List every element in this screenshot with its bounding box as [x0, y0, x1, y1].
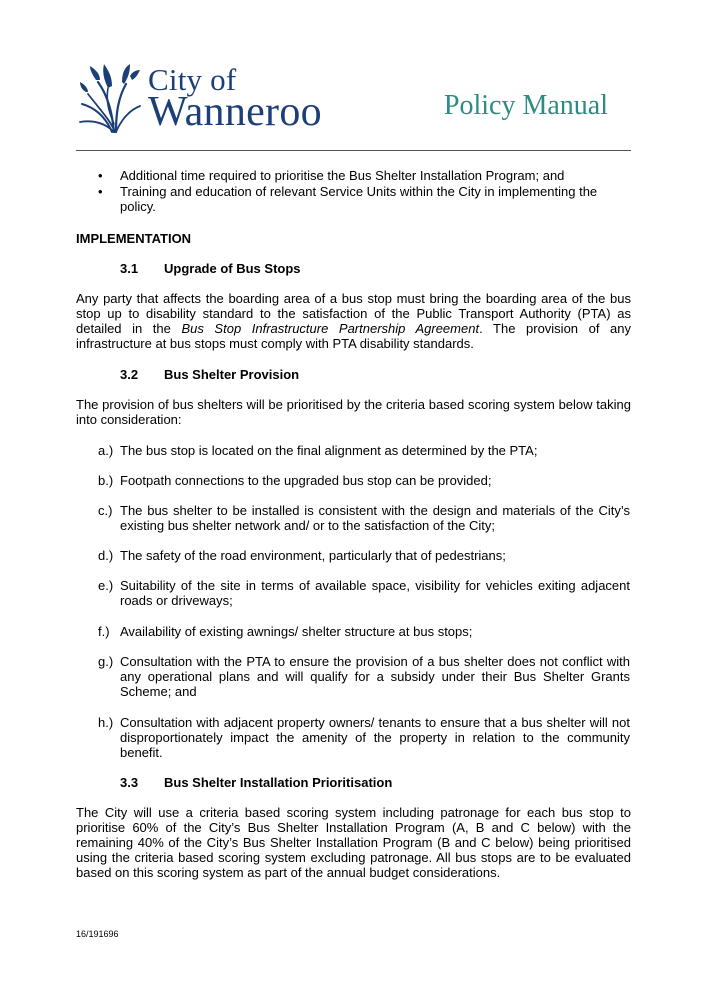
section-title: Bus Shelter Provision — [164, 367, 300, 382]
criteria-item: The bus stop is located on the final alignment as determined by the PTA; — [120, 443, 538, 458]
section-heading-implementation: IMPLEMENTATION — [76, 231, 192, 246]
document-reference: 16/191696 — [76, 929, 119, 939]
criteria-label: b.) — [98, 473, 114, 488]
section-paragraph — [76, 291, 631, 351]
criteria-label: e.) — [98, 578, 114, 593]
section-paragraph: The City will use a criteria based scoring system including patronage for each bus stop to prioritise 60% of the City’s Bus Shelter Installation Program (A, B and C below) with the remaining 40% of the City’s Bus Shelter Installation Program (B and C below) being prioritised using the criteria based scoring system excluding patronage. All bus stops are to be evaluated based on this scoring system as part of the annual budget considerations. — [76, 805, 631, 880]
section-paragraph: The provision of bus shelters will be prioritised by the criteria based scoring system below taking into consideration: — [76, 397, 631, 427]
criteria-item: The safety of the road environment, particularly that of pedestrians; — [120, 548, 506, 563]
criteria-label: h.) — [98, 715, 114, 730]
agreement-title: Bus Stop Infrastructure Partnership Agreement — [181, 321, 480, 336]
criteria-label: d.) — [98, 548, 114, 563]
section-number: 3.1 — [120, 261, 139, 276]
section-title: Upgrade of Bus Stops — [164, 261, 301, 276]
bullet-item: Additional time required to prioritise the Bus Shelter Installation Program; and — [120, 168, 565, 183]
criteria-item: Consultation with adjacent property owners/ tenants to ensure that a bus shelter will not disproportionately impact the amenity of the property in relation to the community benefit. — [120, 715, 630, 760]
section-title: Bus Shelter Installation Prioritisation — [164, 775, 393, 790]
section-number: 3.3 — [120, 775, 139, 790]
criteria-label: f.) — [98, 624, 110, 639]
document-type-title: Policy Manual — [443, 90, 608, 121]
criteria-item: Consultation with the PTA to ensure the provision of a bus shelter does not conflict with any operational plans and will qualify for a subsidy under their Bus Shelter Grants Scheme; and — [120, 654, 630, 699]
paragraph-text: Any party that affects the boarding area of a bus stop must bring the boarding area of the bus stop up to disability standard to the satisfaction of the Public Transport Authority (PTA) as detailed in the — [76, 291, 631, 336]
city-logo — [78, 62, 328, 134]
header-divider — [76, 150, 631, 151]
paragraph-text: . The provision of any infrastructure at bus stops must comply with PTA disability standards. — [76, 321, 631, 351]
criteria-label: a.) — [98, 443, 114, 458]
bullet-marker: • — [98, 168, 103, 183]
criteria-item: Suitability of the site in terms of available space, visibility for vehicles exiting adjacent roads or driveways; — [120, 578, 630, 608]
bullet-item: Training and education of relevant Service Units within the City in implementing the policy. — [120, 184, 598, 214]
criteria-item: Availability of existing awnings/ shelter structure at bus stops; — [120, 624, 473, 639]
criteria-item: Footpath connections to the upgraded bus stop can be provided; — [120, 473, 492, 488]
logo-text-wanneroo: Wanneroo — [148, 89, 322, 135]
section-number: 3.2 — [120, 367, 139, 382]
criteria-label: g.) — [98, 654, 114, 669]
bullet-marker: • — [98, 184, 103, 199]
criteria-label: c.) — [98, 503, 113, 518]
logo-text-city-of: City of — [148, 62, 237, 97]
criteria-item: The bus shelter to be installed is consistent with the design and materials of the City’s existing bus shelter network and/ or to the satisfaction of the City; — [120, 503, 630, 533]
grass-tree-logo-icon — [78, 62, 142, 134]
